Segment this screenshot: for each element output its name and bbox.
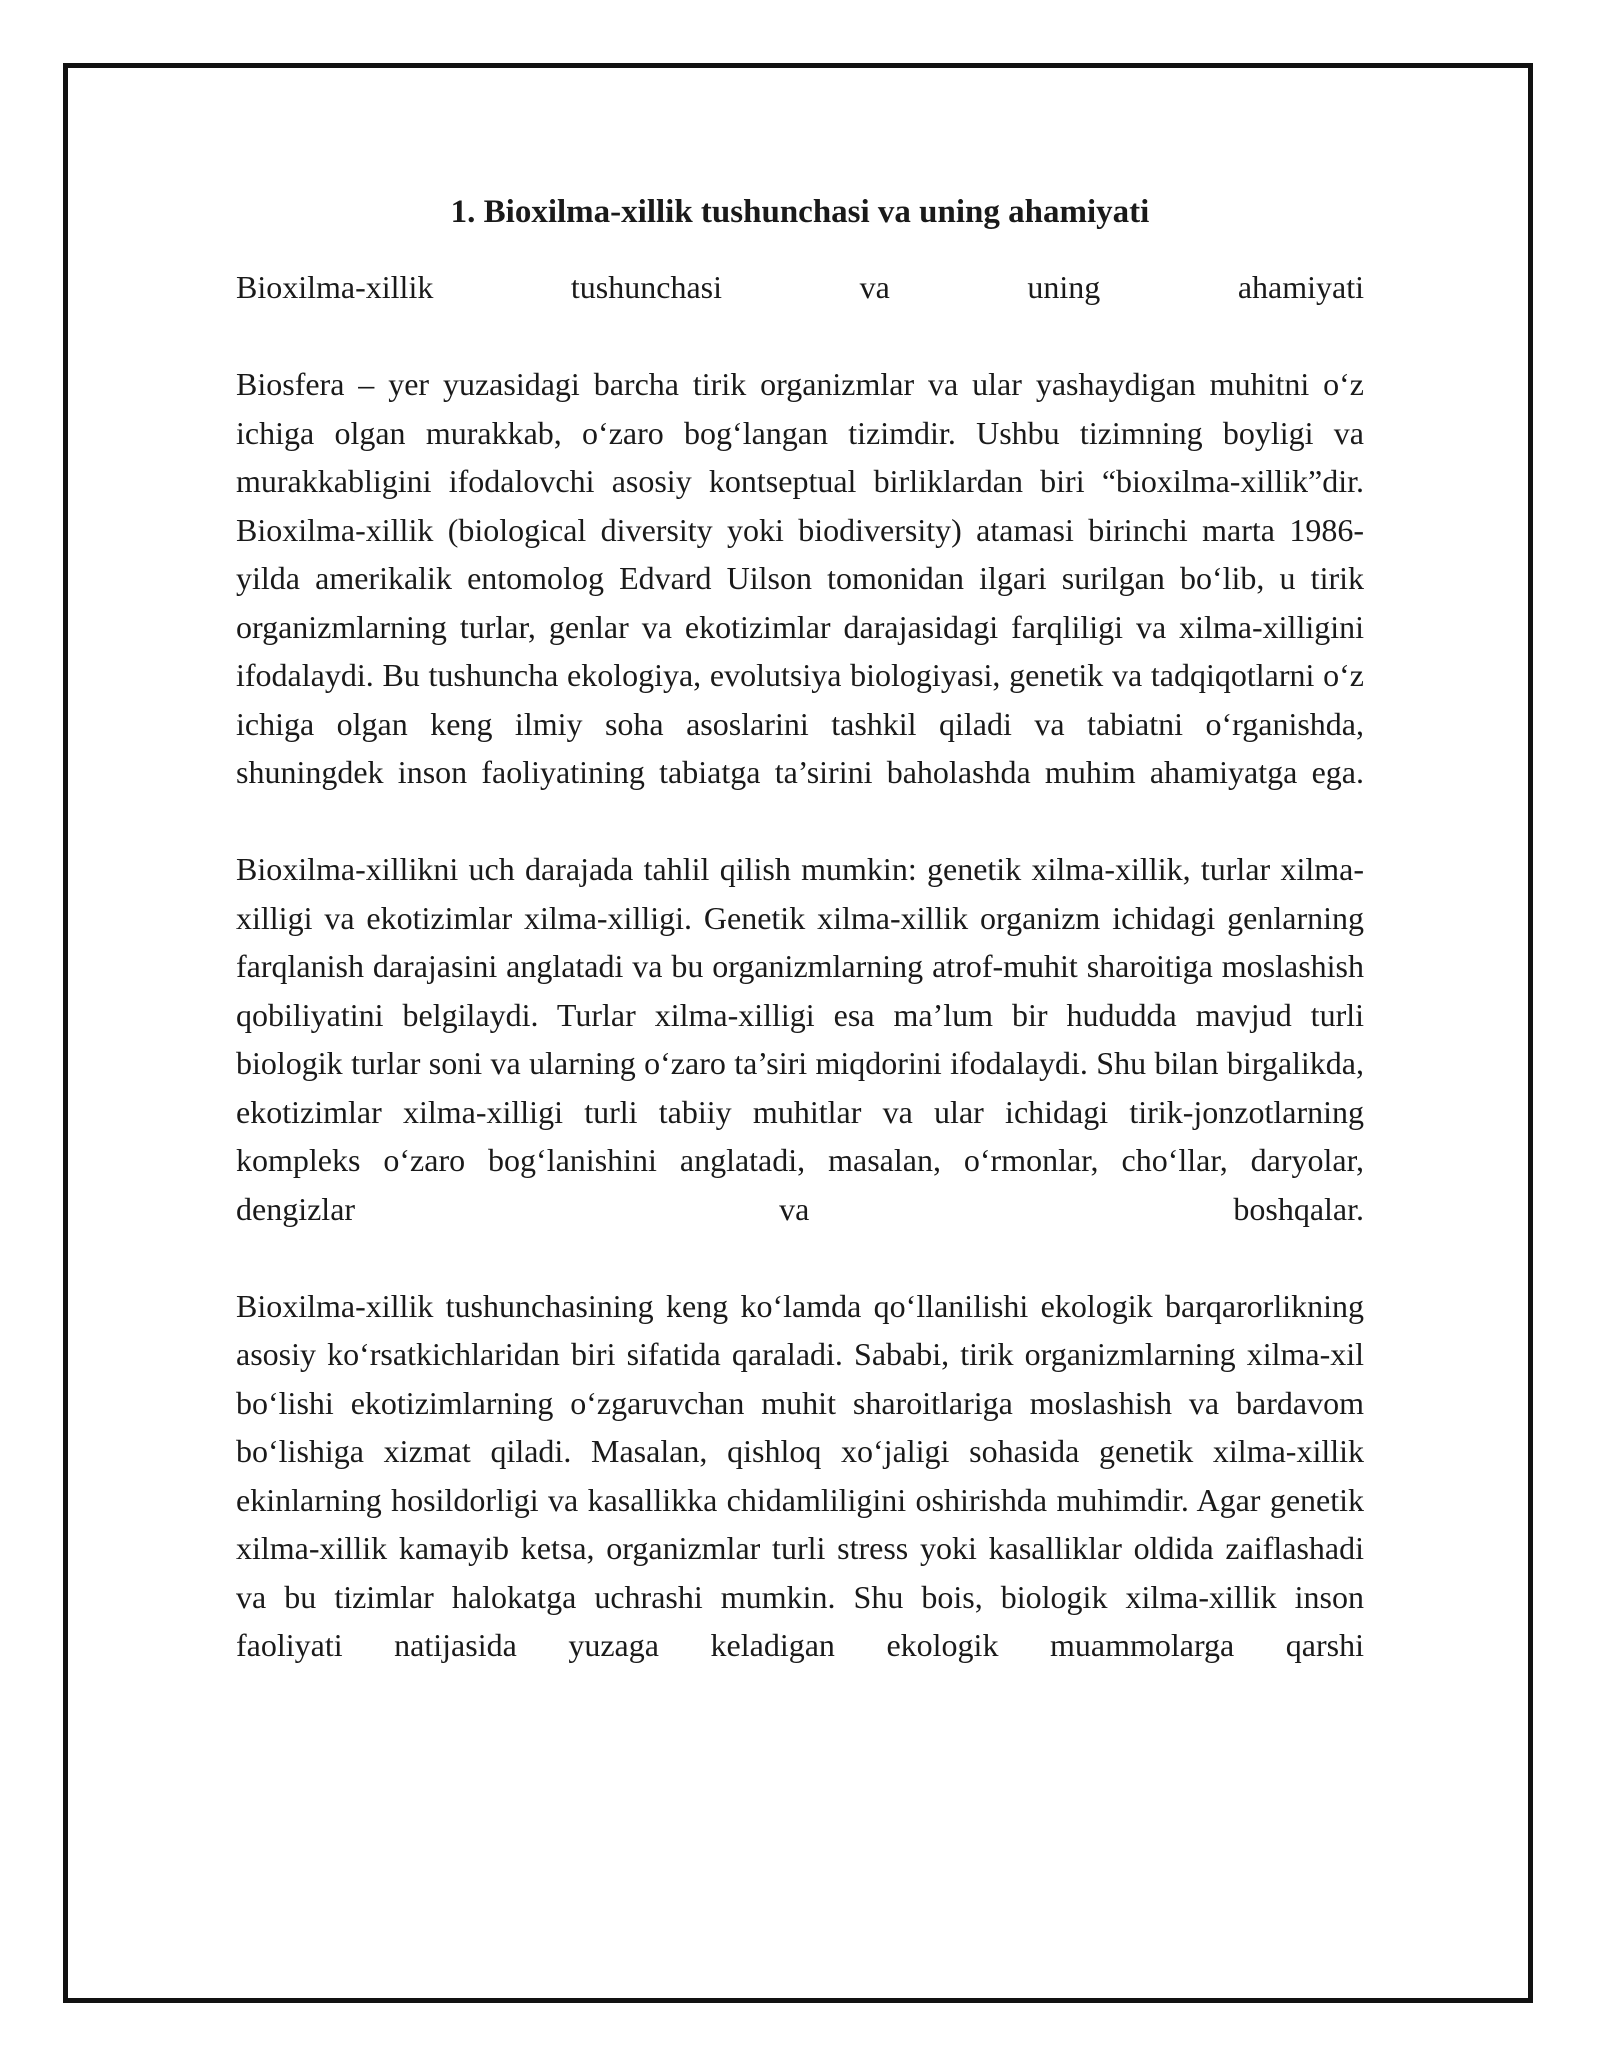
- paragraph-subtitle: Bioxilma-xillik tushunchasi va uning ahamiyati: [236, 269, 1364, 305]
- document-body: [236, 188, 1364, 1670]
- paragraph-levels: Bioxilma-xillikni uch darajada tahlil qilish mumkin: genetik xilma-xillik, turlar xilma-xilligi va ekotizimlar xilma-xilligi. Genetik xilma-xillik organizm ichidagi genlarning farqlanish darajasini anglatadi va bu organizmlarning atrof-muhit sharoitiga moslashish qobiliyatini belgilaydi. Turlar xilma-xilligi esa ma’lum bir hududda mavjud turli biologik turlar soni va ularning o‘zaro ta’siri miqdorini ifodalaydi. Shu bilan birgalikda, ekotizimlar xilma-xilligi turli tabiiy muhitlar va ular ichidagi tirik-jonzotlarning kompleks o‘zaro bog‘lanishini anglatadi, masalan, o‘rmonlar, cho‘llar, daryolar, dengizlar va boshqalar.: [236, 851, 1364, 1227]
- paragraph-biosphere: Biosfera – yer yuzasidagi barcha tirik organizmlar va ular yashaydigan muhitni o‘z ichiga olgan murakkab, o‘zaro bog‘langan tizimdir. Ushbu tizimning boyligi va murakkabligini ifodalovchi asosiy kontseptual birliklardan biri “bioxilma-xillik”dir. Bioxilma-xillik (biological diversity yoki biodiversity) atamasi birinchi marta 1986-yilda amerikalik entomolog Edvard Uilson tomonidan ilgari surilgan bo‘lib, u tirik organizmlarning turlar, genlar va ekotizimlar darajasidagi farqliligi va xilma-xilligini ifodalaydi. Bu tushuncha ekologiya, evolutsiya biologiyasi, genetik va tadqiqotlarni o‘z ichiga olgan keng ilmiy soha asoslarini tashkil qiladi va tabiatni o‘rganishda, shuningdek inson faoliyatining tabiatga ta’sirini baholashda muhim ahamiyatga ega.: [236, 366, 1364, 790]
- paragraph-stability: Bioxilma-xillik tushunchasining keng ko‘lamda qo‘llanilishi ekologik barqarorlikning asosiy ko‘rsatkichlaridan biri sifatida qaraladi. Sababi, tirik organizmlarning xilma-xil bo‘lishi ekotizimlarning o‘zgaruvchan muhit sharoitlariga moslashish va bardavom bo‘lishiga xizmat qiladi. Masalan, qishloq xo‘jaligi sohasida genetik xilma-xillik ekinlarning hosildorligi va kasallikka chidamliligini oshirishda muhimdir. Agar genetik xilma-xillik kamayib ketsa, organizmlar turli stress yoki kasalliklar oldida zaiflashadi va bu tizimlar halokatga uchrashi mumkin. Shu bois, biologik xilma-xillik inson faoliyati natijasida yuzaga keladigan ekologik muammolarga qarshi: [236, 1287, 1364, 1663]
- document-heading: 1. Bioxilma-xillik tushunchasi va uning ahamiyati: [450, 194, 1150, 230]
